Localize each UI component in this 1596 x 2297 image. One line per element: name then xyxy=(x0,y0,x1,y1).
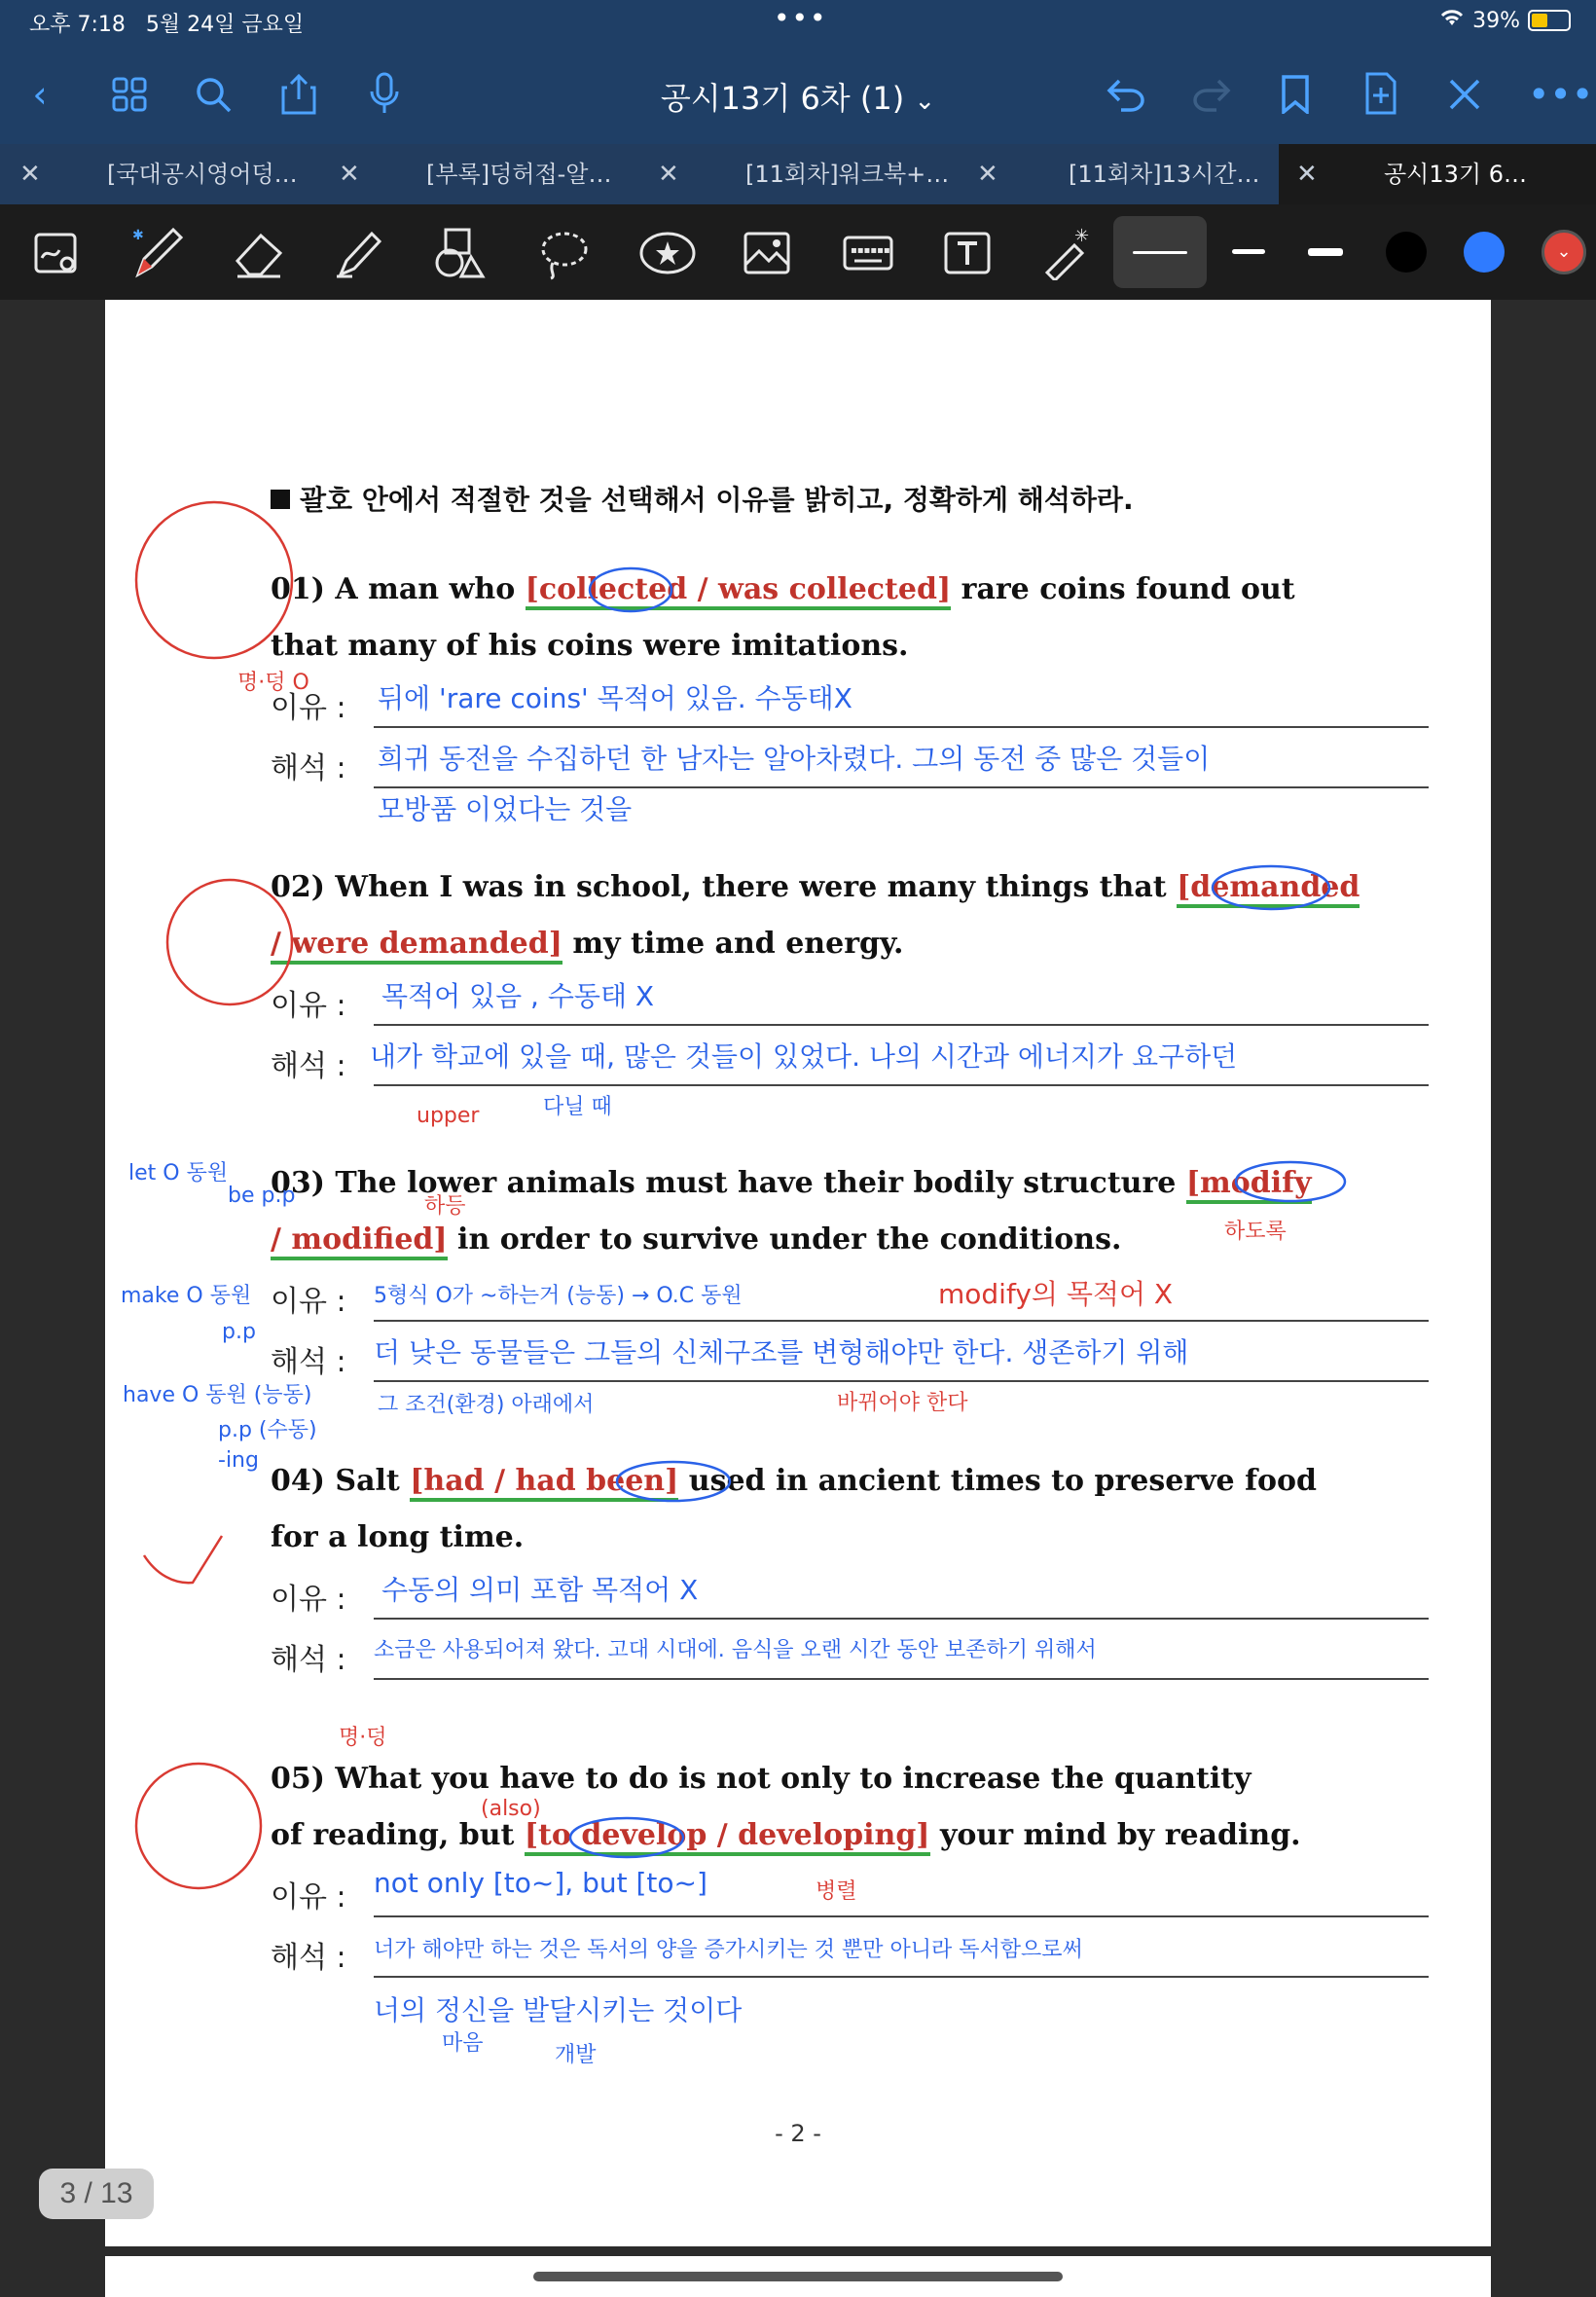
reason-row-5: 이유 : xyxy=(271,1865,1429,1923)
document-page[interactable] xyxy=(105,300,1491,2246)
translation-row-3: 해석 : xyxy=(271,1330,1429,1388)
margin-note: have O 동원 (능동) xyxy=(123,1383,312,1407)
tab-bar xyxy=(0,144,1596,204)
more-icon[interactable]: ••• xyxy=(1528,73,1594,116)
multitask-dots-icon[interactable]: ••• xyxy=(774,2,828,34)
battery-icon xyxy=(1528,10,1571,31)
handwritten-translation-5d: 개발 xyxy=(555,2043,597,2067)
exercise-heading: 괄호 안에서 적절한 것을 선택해서 이유를 밝히고, 정확하게 해석하라. xyxy=(271,479,1134,518)
handwritten-reason-4: 수동의 의미 포함 목적어 X xyxy=(381,1574,699,1606)
tab-3[interactable]: ✕ [11회차]워크북+… xyxy=(658,144,969,204)
color-blue[interactable] xyxy=(1464,232,1505,273)
reason-row-3: 이유 : xyxy=(271,1269,1429,1328)
color-black[interactable] xyxy=(1386,232,1427,273)
undo-icon[interactable] xyxy=(1102,70,1150,119)
medium-stroke[interactable] xyxy=(1232,249,1265,254)
question-4-line2: for a long time. xyxy=(271,1520,525,1554)
question-5-line2: of reading, but [to develop / developing] your mind by reading. xyxy=(271,1806,1438,1865)
keyboard-icon[interactable] xyxy=(841,226,895,280)
status-right xyxy=(1439,8,1571,33)
question-2-line2: / were demanded] my time and energy. xyxy=(271,915,1438,973)
handwritten-translation-5c: 마음 xyxy=(442,2031,484,2056)
handwritten-translation-4: 소금은 사용되어져 왔다. 고대 시대에. 음식을 오랜 시간 동안 보존하기 위해서 xyxy=(374,1638,1097,1662)
margin-note: 하도록 xyxy=(1224,1220,1287,1244)
zoom-window-icon[interactable] xyxy=(29,226,84,280)
highlighter-icon[interactable] xyxy=(331,226,385,280)
reason-row-1: 이유 : xyxy=(271,675,1429,734)
wifi-icon xyxy=(1439,8,1465,33)
status-time: 오후 7:18 5월 24일 금요일 xyxy=(29,13,305,37)
bookmark-icon[interactable] xyxy=(1271,70,1320,119)
translation-row-4: 해석 : xyxy=(271,1627,1429,1686)
margin-note: 하등 xyxy=(424,1194,466,1219)
margin-note: be p.p xyxy=(228,1184,296,1208)
redo-icon[interactable] xyxy=(1187,70,1236,119)
margin-note: 명·덩 O xyxy=(237,671,309,695)
home-indicator[interactable] xyxy=(533,2272,1063,2281)
thin-stroke-selected[interactable] xyxy=(1113,216,1207,288)
tab-active[interactable]: ✕ 공시13기 6… xyxy=(1279,144,1596,204)
handwritten-reason-1: 뒤에 'rare coins' 목적어 있음. 수동태X xyxy=(378,682,852,714)
question-2: 02) When I was in school, there were many things that [demanded xyxy=(271,858,1438,917)
document-title[interactable]: 공시13기 6차 (1) ⌄ xyxy=(660,80,936,117)
handwritten-translation-2a: 내가 학교에 있을 때, 많은 것들이 있었다. 나의 시간과 에너지가 요구하던 xyxy=(370,1040,1238,1073)
handwritten-reason-2: 목적어 있음 , 수동태 X xyxy=(381,980,655,1012)
color-red-selected[interactable]: ⌄ xyxy=(1542,230,1586,274)
handwritten-translation-1b: 모방품 이었다는 것을 xyxy=(378,793,633,825)
close-icon[interactable]: ✕ xyxy=(1296,160,1318,189)
translation-row-5: 해석 : xyxy=(271,1925,1429,1984)
question-5: 05) What you have to do is not only to increase the quantity xyxy=(271,1762,1251,1796)
margin-note: upper xyxy=(417,1104,480,1128)
tab-1[interactable]: ✕ [국대공시영어덩… xyxy=(19,144,331,204)
lasso-icon[interactable] xyxy=(537,226,592,280)
tab-4[interactable]: ✕ [11회차]13시간… xyxy=(977,144,1279,204)
margin-note: make O 동원 xyxy=(121,1284,252,1308)
reason-row-4: 이유 : xyxy=(271,1567,1429,1625)
image-icon[interactable] xyxy=(740,226,794,280)
page-number: - 2 - xyxy=(775,2120,821,2147)
question-1-line2: that many of his coins were imitations. xyxy=(271,629,909,663)
tab-2[interactable]: ✕ [부록]덩허접-알… xyxy=(339,144,650,204)
svg-text:▪▪▪▪▪▪: ▪▪▪▪▪▪ xyxy=(851,245,890,256)
handwritten-reason-3-red: modify의 목적어 X xyxy=(938,1278,1174,1310)
translation-row-2: 해석 : xyxy=(271,1034,1429,1092)
add-page-icon[interactable] xyxy=(1357,70,1405,119)
close-icon[interactable]: ✕ xyxy=(977,160,998,189)
svg-text:✱: ✱ xyxy=(132,228,144,243)
sticker-icon[interactable] xyxy=(638,226,693,280)
handwritten-translation-5b: 너의 정신을 발달시키는 것이다 xyxy=(374,1994,743,2026)
handwritten-reason-5: not only [to~], but [to~] xyxy=(374,1867,707,1899)
question-3-line2: / modified] in order to survive under the conditions. xyxy=(271,1211,1438,1269)
margin-note: let O 동원 xyxy=(128,1161,229,1185)
square-bullet-icon xyxy=(271,490,290,509)
thick-stroke[interactable] xyxy=(1308,248,1343,256)
margin-note: p.p xyxy=(222,1320,256,1344)
margin-note: (also) xyxy=(481,1797,541,1821)
handwritten-translation-3b: 그 조건(환경) 아래에서 xyxy=(378,1393,595,1417)
back-icon[interactable]: ‹ xyxy=(32,73,48,116)
handwritten-translation-1a: 희귀 동전을 수집하던 한 남자는 알아차렸다. 그의 동전 중 많은 것들이 xyxy=(378,743,1211,775)
status-bar xyxy=(0,2,1596,39)
handwritten-reason-5-red: 병렬 xyxy=(816,1879,857,1904)
nav-bar xyxy=(0,60,1596,128)
handwritten-reason-3: 5형식 O가 ~하는거 (능동) → O.C 동원 xyxy=(374,1284,743,1308)
margin-note: p.p (수동) xyxy=(218,1418,317,1442)
margin-note: 명·덩 xyxy=(339,1726,387,1750)
svg-text:✳: ✳ xyxy=(1074,226,1090,246)
page-indicator[interactable]: 3 / 13 xyxy=(39,2169,154,2219)
text-box-icon[interactable] xyxy=(940,226,995,280)
translation-row-1: 해석 : xyxy=(271,736,1429,794)
handwritten-translation-5a: 너가 해야만 하는 것은 독서의 양을 증가시키는 것 뿐만 아니라 독서함으로써 xyxy=(374,1938,1083,1962)
close-pen-icon[interactable] xyxy=(1440,70,1489,119)
pen-icon[interactable] xyxy=(130,226,185,280)
shapes-icon[interactable] xyxy=(432,226,487,280)
handwritten-translation-3a: 더 낮은 동물들은 그들의 신체구조를 변형해야만 한다. 생존하기 위해 xyxy=(374,1336,1189,1368)
eraser-icon[interactable] xyxy=(232,226,286,280)
reason-row-2: 이유 : xyxy=(271,973,1429,1032)
question-1: 01) A man who [collected / was collected] rare coins found out xyxy=(271,561,1438,619)
close-icon[interactable]: ✕ xyxy=(339,160,360,189)
laser-pointer-icon[interactable] xyxy=(1039,226,1094,280)
top-bar xyxy=(0,0,1596,144)
battery-percent: 39% xyxy=(1472,8,1520,33)
margin-note: -ing xyxy=(218,1448,259,1473)
annotation-toolbar xyxy=(0,204,1596,300)
close-icon[interactable]: ✕ xyxy=(19,160,41,189)
close-icon[interactable]: ✕ xyxy=(658,160,679,189)
question-4: 04) Salt [had / had been] used in ancient times to preserve food xyxy=(271,1452,1438,1511)
question-3: 03) The lower animals must have their bodily structure [modify xyxy=(271,1154,1438,1213)
handwritten-translation-3-red: 바뀌어야 한다 xyxy=(837,1391,968,1415)
handwritten-translation-2b: 다닐 때 xyxy=(543,1095,612,1119)
